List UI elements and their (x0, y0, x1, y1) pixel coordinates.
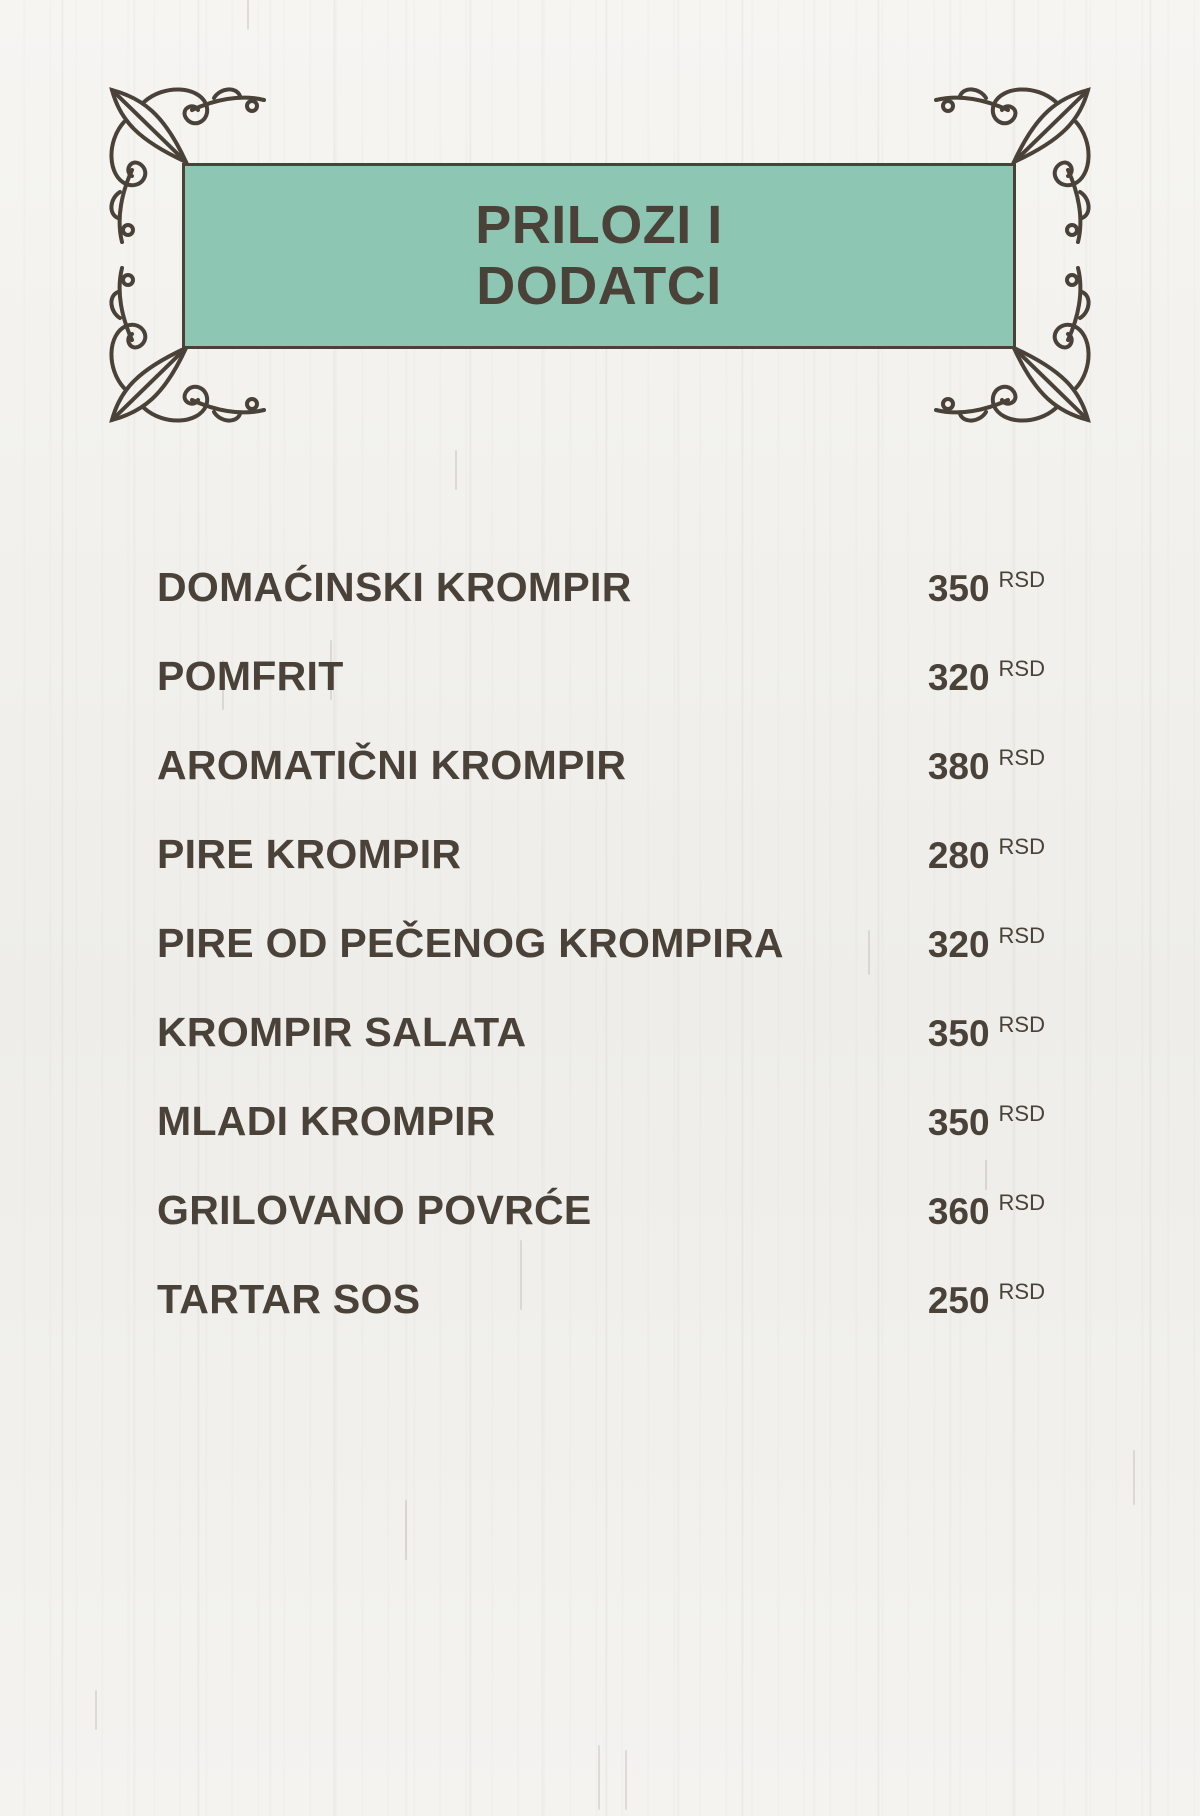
price-value: 350 (927, 568, 990, 609)
item-name: KROMPIR SALATA (157, 1009, 527, 1055)
price-value: 350 (927, 1102, 990, 1143)
menu-item (157, 1180, 1045, 1269)
item-name: TARTAR SOS (157, 1276, 421, 1322)
item-name: MLADI KROMPIR (157, 1098, 496, 1144)
price-value: 350 (927, 1013, 990, 1054)
price-currency: RSD (998, 923, 1045, 948)
menu-item (157, 1091, 1045, 1180)
page-title (475, 195, 723, 317)
menu-item (157, 913, 1045, 1002)
item-price (928, 1002, 1045, 1066)
item-price (928, 735, 1045, 799)
menu-item (157, 735, 1045, 824)
price-currency: RSD (998, 1279, 1045, 1304)
item-name: PIRE OD PEČENOG KROMPIRA (157, 920, 784, 966)
menu-header (102, 80, 1098, 430)
price-value: 250 (927, 1280, 990, 1321)
price-value: 380 (927, 746, 990, 787)
price-currency: RSD (998, 1190, 1045, 1215)
price-currency: RSD (998, 834, 1045, 859)
item-price (928, 557, 1045, 621)
title-banner (182, 163, 1016, 349)
price-currency: RSD (998, 1101, 1045, 1126)
item-name: DOMAĆINSKI KROMPIR (157, 564, 632, 610)
item-name: PIRE KROMPIR (157, 831, 462, 877)
title-line-1: PRILOZI I (475, 195, 723, 255)
item-price (928, 646, 1045, 710)
price-currency: RSD (998, 1012, 1045, 1037)
menu-item (157, 646, 1045, 735)
title-line-2: DODATCI (476, 256, 722, 316)
price-value: 280 (927, 835, 990, 876)
price-currency: RSD (998, 567, 1045, 592)
price-value: 320 (927, 924, 990, 965)
item-price (928, 1091, 1045, 1155)
item-price (928, 1180, 1045, 1244)
item-name: GRILOVANO POVRĆE (157, 1187, 592, 1233)
price-value: 320 (927, 657, 990, 698)
price-currency: RSD (998, 656, 1045, 681)
price-value: 360 (927, 1191, 990, 1232)
item-name: AROMATIČNI KROMPIR (157, 742, 627, 788)
price-currency: RSD (998, 745, 1045, 770)
menu-item (157, 557, 1045, 646)
item-price (928, 1269, 1045, 1333)
menu-item (157, 1002, 1045, 1091)
menu-item (157, 1269, 1045, 1358)
item-price (928, 824, 1045, 888)
menu-item (157, 824, 1045, 913)
item-name: POMFRIT (157, 653, 344, 699)
item-price (928, 913, 1045, 977)
menu-list (157, 557, 1045, 1358)
